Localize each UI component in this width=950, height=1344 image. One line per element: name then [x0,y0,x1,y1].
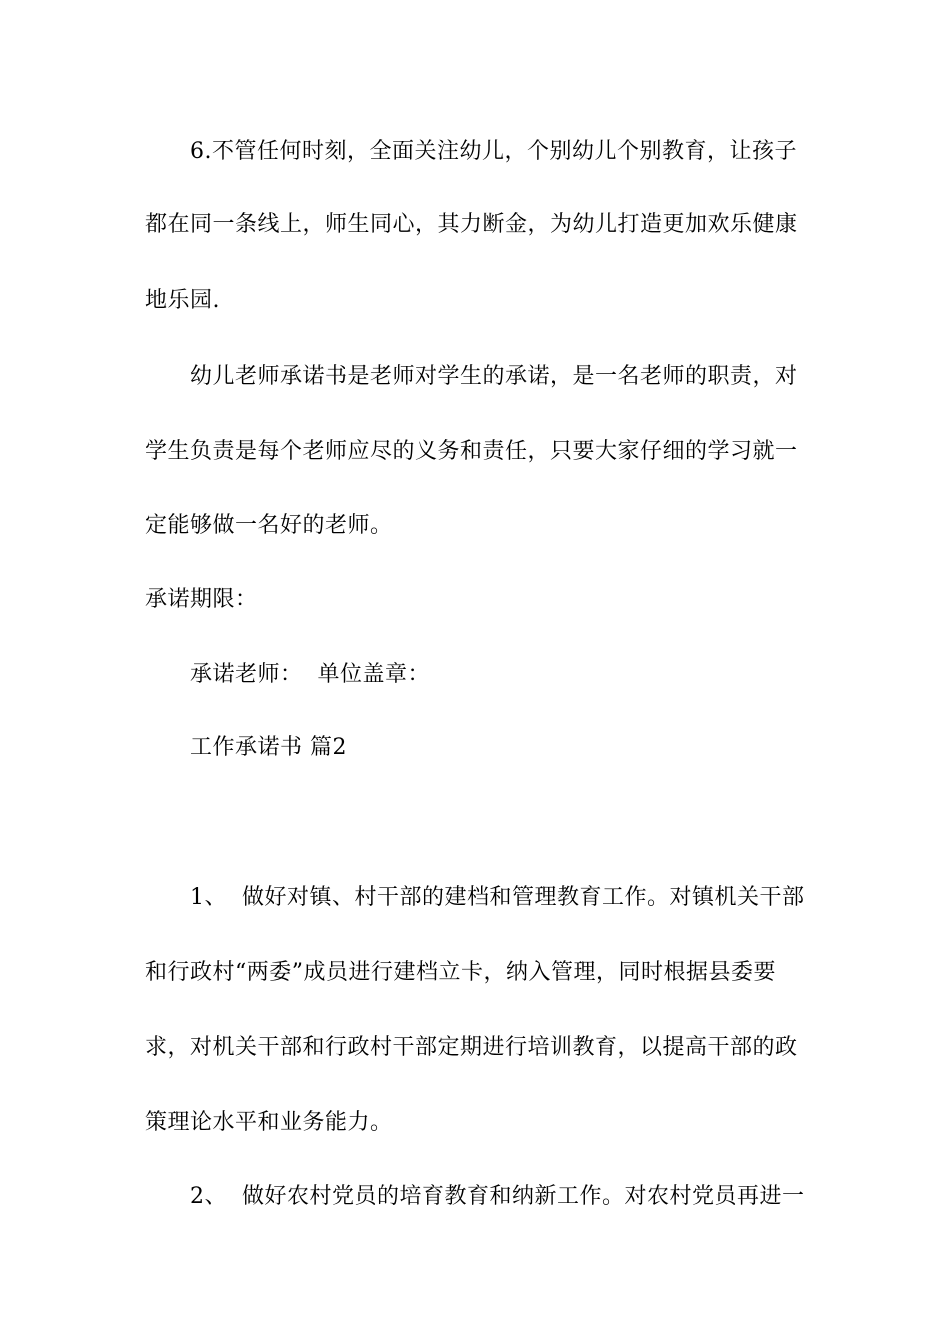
summary-line-1: 幼儿老师承诺书是老师对学生的承诺，是一名老师的职责，对 [190,364,798,389]
paragraph-6-line-3: 地乐园. [145,288,220,313]
paragraph-6-line-2: 都在同一条线上，师生同心，其力断金，为幼儿打造更加欢乐健康 [145,212,798,237]
item-1-line-3: 求，对机关干部和行政村干部定期进行培训教育，以提高干部的政 [145,1035,798,1060]
summary-line-2: 学生负责是每个老师应尽的义务和责任，只要大家仔细的学习就一 [145,439,798,464]
signature-line: 承诺老师： 单位盖章： [190,662,430,687]
item-1-line-4: 策理论水平和业务能力。 [145,1110,393,1135]
item-1-line-1: 1、 做好对镇、村干部的建档和管理教育工作。对镇机关干部 [190,885,805,910]
summary-line-3: 定能够做一名好的老师。 [145,513,393,538]
item-1-line-2: 和行政村“两委”成员进行建档立卡，纳入管理，同时根据县委要 [145,960,776,985]
item-2-line-1: 2、 做好农村党员的培育教育和纳新工作。对农村党员再进一 [190,1184,805,1209]
paragraph-6-line-1: 6.不管任何时刻，全面关注幼儿，个别幼儿个别教育，让孩子 [190,139,797,164]
section-heading: 工作承诺书 篇2 [190,735,347,760]
commitment-period-label: 承诺期限： [145,587,258,612]
